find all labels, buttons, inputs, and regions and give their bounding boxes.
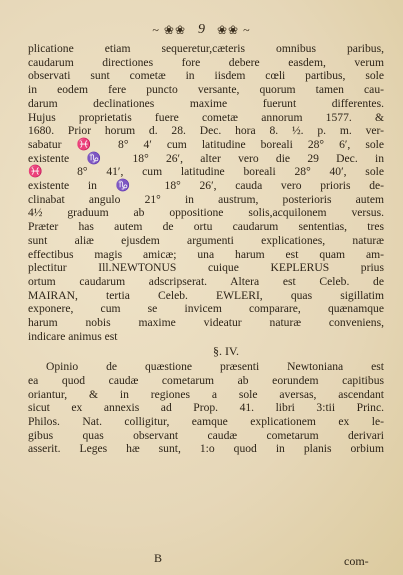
text-line: ortum caudarum adscripserat. Altera est Celeb. de: [28, 274, 384, 288]
text-line: Philos. Nat. colligitur, eamque explicationem ex le-: [28, 414, 384, 428]
body-text: [28, 42, 384, 456]
text-line: plectitur Ill.NEWTONUS cuique KEPLERUS prius: [28, 261, 384, 275]
text-line: caudarum directiones fore debere easdem, verum: [28, 55, 384, 69]
text-line: existente ♑ 18° 26′, alter vero die 29 Dec. in: [28, 151, 384, 165]
text-line: Opinio de quæstione præsenti Newtoniana est: [46, 360, 384, 374]
text-line: observati sunt cometæ in iisdem cœli partibus, sole: [28, 69, 384, 83]
text-line: oriantur, & in regiones a sole aversas, ascendant: [28, 387, 384, 401]
text-line: sunt aliæ ejusdem argumenti explicationes, naturæ: [28, 233, 384, 247]
ornament-right: ❀❀ ~: [217, 22, 251, 37]
text-line: harum nobis maxime videatur naturæ conveniens,: [28, 316, 384, 330]
text-line: sabatur ♓ 8° 4′ cum latitudine boreali 28° 6′, sole: [28, 137, 384, 151]
text-line: asserit. Leges hæ sunt, 1:o quod in planis orbium: [28, 442, 384, 456]
page-number: 9: [198, 22, 205, 37]
text-line: sicut ex annexis ad Prop. 41. libri 3:tii Princ.: [28, 401, 384, 415]
text-line: 4½ graduum ab oppositione solis,acquilonem versus.: [28, 206, 384, 220]
text-line: darum declinationes maxime fuerunt differentes.: [28, 96, 384, 110]
text-line: Hujus proprietatis fuere cometæ annorum 1577. &: [28, 110, 384, 124]
text-line: exponere, cum se invicem comparare, quænamque: [28, 302, 384, 316]
text-line: plicatione etiam sequeretur,cæteris omnibus paribus,: [28, 42, 384, 55]
text-line: existente in ♑ 18° 26′, cauda vero prioris de-: [28, 179, 384, 193]
catchword: com-: [344, 554, 369, 568]
text-line: MAIRAN, tertia Celeb. EWLERI, quas sigillatim: [28, 288, 384, 302]
text-line: ea quod caudæ cometarum ab eorundem capitibus: [28, 373, 384, 387]
text-line: effectibus magis amicæ; una harum est quam am-: [28, 247, 384, 261]
text-line: clinabat angulo 21° in austrum, posterioris autem: [28, 192, 384, 206]
text-line: Præter has autem de ortu caudarum sententias, tres: [28, 220, 384, 234]
text-line: ♓ 8° 41′, cum latitudine boreali 28° 40′, sole: [28, 165, 384, 179]
text-line: 1680. Prior horum d. 28. Dec. hora 8. ½. p. m. ver-: [28, 124, 384, 138]
section-heading: §. IV.: [212, 344, 240, 359]
page-header: [0, 22, 403, 38]
text-line: indicare animus est: [28, 329, 118, 343]
signature-mark: B: [154, 551, 163, 565]
ornament-left: ~ ❀❀: [152, 22, 186, 37]
text-line: in eodem fere puncto versante, quorum tamen cau-: [28, 83, 384, 97]
text-line: gibus quas observant caudæ cometarum derivari: [28, 428, 384, 442]
